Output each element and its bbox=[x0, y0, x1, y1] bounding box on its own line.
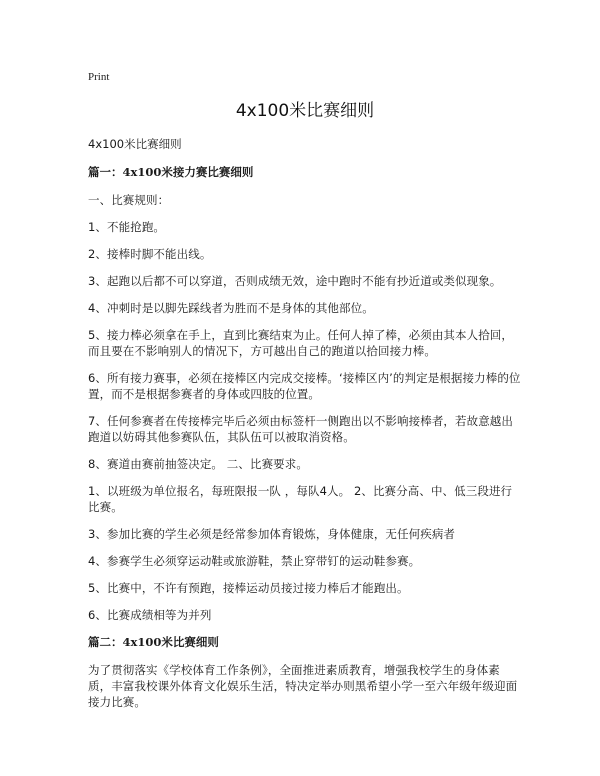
paragraph: 4、参赛学生必须穿运动鞋或旅游鞋，禁止穿带钉的运动鞋参赛。 bbox=[88, 554, 421, 568]
paragraph: 3、起跑以后都不可以穿道，否则成绩无效，途中跑时不能有抄近道或类似现象。 bbox=[88, 274, 502, 288]
paragraph: 3、参加比赛的学生必须是经常参加体育锻炼，身体健康，无任何疾病者 bbox=[88, 527, 456, 541]
paragraph: 一、比赛规则： bbox=[88, 193, 170, 207]
paragraph: 5、比赛中，不许有预跑，接棒运动员接过接力棒后才能跑出。 bbox=[88, 581, 409, 595]
section-one-heading: 篇一：4x100米接力赛比赛细则 bbox=[88, 165, 254, 179]
paragraph: 5、接力棒必须拿在手上，直到比赛结束为止。任何人掉了棒，必须由其本人拾回，而且要在不影响别人的情况下，方可越出自己的跑道以拾回接力棒。 bbox=[88, 328, 514, 358]
document-subtitle: 4x100米比赛细则 bbox=[88, 137, 182, 151]
section-two bbox=[88, 634, 522, 710]
paragraph: 2、接棒时脚不能出线。 bbox=[88, 247, 212, 261]
print-label: Print bbox=[88, 71, 110, 83]
paragraph: 6、所有接力赛事，必须在接棒区内完成交接棒。‘接棒区内’的判定是根据接力棒的位置，而不是根据参赛者的身体或四肢的位置。 bbox=[88, 371, 521, 401]
paragraph: 1、不能抢跑。 bbox=[88, 220, 166, 234]
paragraph: 1、以班级为单位报名，每班限报一队 ，每队4人。 2、比赛分高、中、低三段进行比赛。 bbox=[88, 484, 513, 514]
document-title: 4x100米比赛细则 bbox=[235, 101, 375, 121]
section-two-heading: 篇二：4x100米比赛细则 bbox=[88, 635, 219, 649]
paragraph: 7、任何参赛者在传接棒完毕后必须由标签杆一侧跑出以不影响接棒者，若故意越出跑道以妨碍其他参赛队伍，其队伍可以被取消资格。 bbox=[88, 414, 514, 444]
section-one bbox=[88, 164, 522, 623]
paragraph: 8、赛道由赛前抽签决定。 二、比赛要求。 bbox=[88, 457, 308, 471]
paragraph: 6、比赛成绩相等为并列 bbox=[88, 608, 212, 622]
paragraph: 4、冲刺时是以脚先踩线者为胜而不是身体的其他部位。 bbox=[88, 301, 374, 315]
document-page bbox=[88, 70, 522, 721]
paragraph: 为了贯彻落实《学校体育工作条例》，全面推进素质教育，增强我校学生的身体素质，丰富我校课外体育文化娱乐生活，特决定举办则黑希望小学一至六年级年级迎面接力比赛。 bbox=[88, 663, 518, 709]
